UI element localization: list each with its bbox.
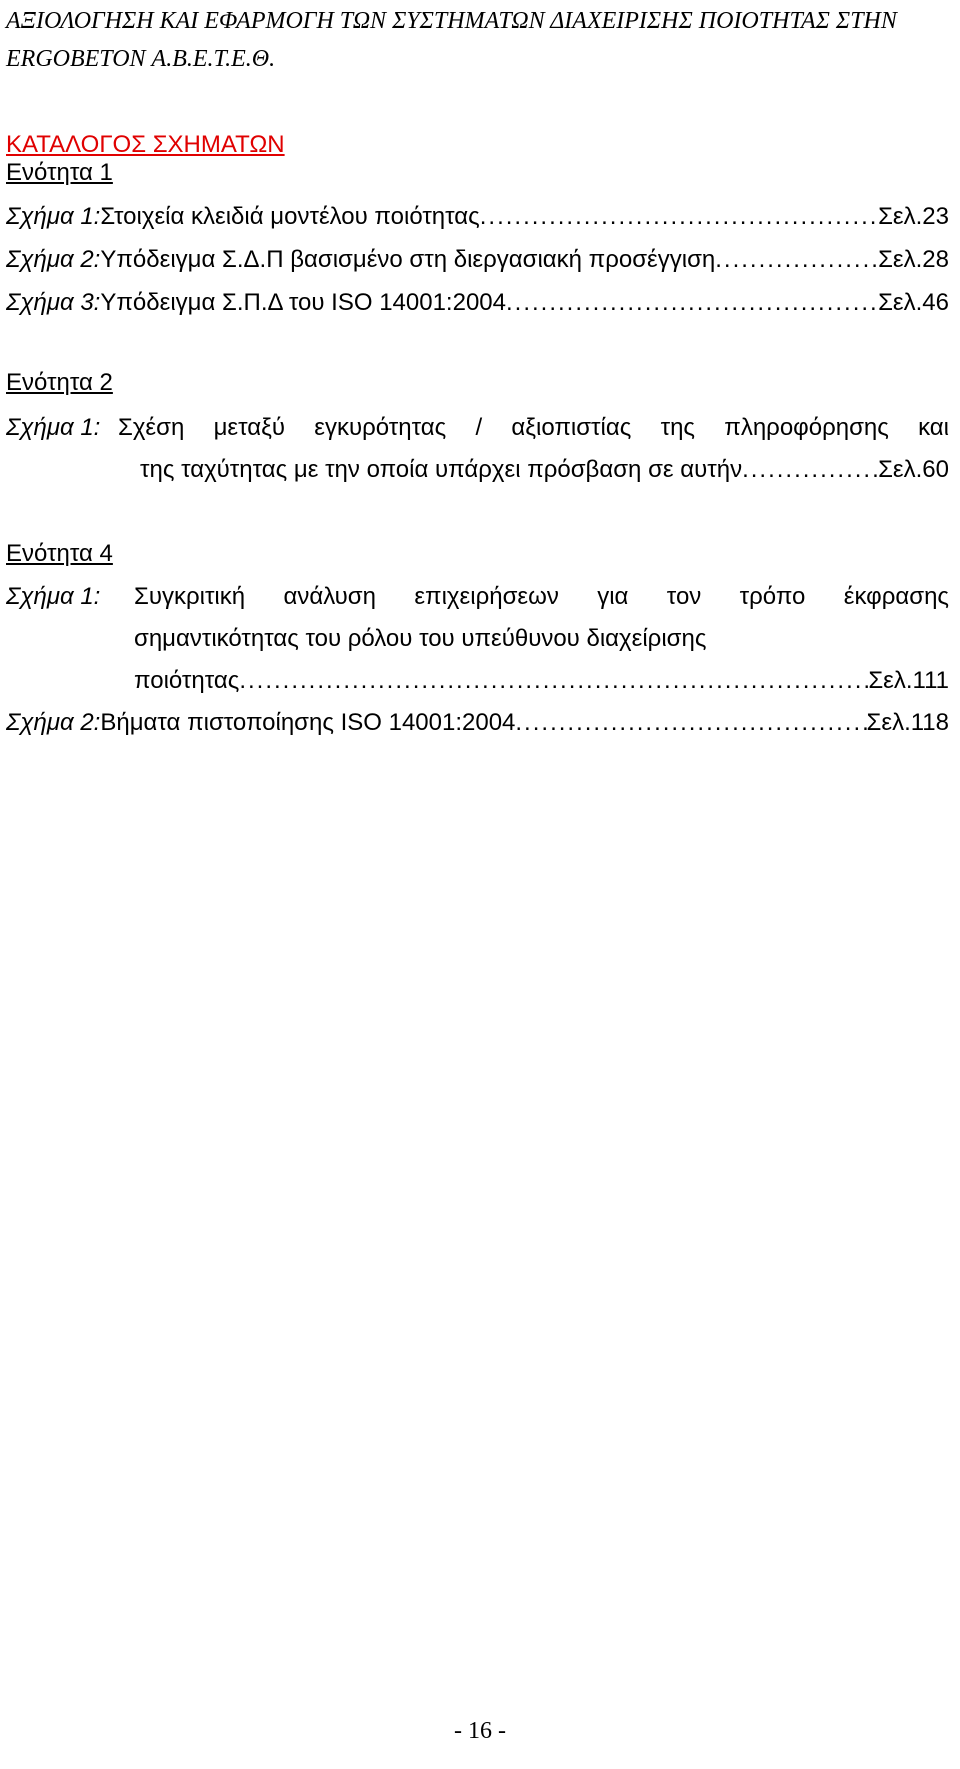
header-line-2: ERGOBETON Α.Β.Ε.Τ.Ε.Θ. <box>6 46 276 72</box>
figure-label: Σχήμα 3: <box>6 289 101 316</box>
section-title-2: Ενότητα 2 <box>6 369 113 396</box>
figure-entry <box>6 202 949 232</box>
figure-entry <box>6 245 949 275</box>
figure-caption: Υπόδειγμα Σ.Δ.Π βασισμένο στη διεργασιακή προσέγγιση <box>100 246 716 273</box>
dot-leader <box>742 455 878 485</box>
figure-page-ref: Σελ.60 <box>878 456 949 483</box>
dot-leader <box>239 666 868 696</box>
section-title-1: Ενότητα 1 <box>6 159 113 186</box>
figure-page-ref: Σελ.28 <box>878 246 949 273</box>
dot-leader <box>515 708 866 738</box>
figure-entry-line-1 <box>6 413 949 443</box>
figure-caption-line-2: σημαντικότητας του ρόλου του υπεύθυνου διαχείρισης <box>134 625 707 652</box>
section-title-4: Ενότητα 4 <box>6 540 113 567</box>
figure-caption: Υπόδειγμα Σ.Π.Δ του ISO 14001:2004 <box>100 289 506 316</box>
figure-caption: Βήματα πιστοποίησης ISO 14001:2004 <box>100 709 516 736</box>
dot-leader <box>506 288 878 318</box>
figure-entry-line-3 <box>134 666 949 696</box>
figure-caption-line-1: Συγκριτική ανάλυση επιχειρήσεων για τον τρόπο έκφρασης <box>134 583 949 610</box>
figure-entry <box>6 708 949 738</box>
running-header <box>6 2 956 78</box>
figure-entry-line-2 <box>140 455 949 485</box>
dot-leader <box>480 202 878 232</box>
figure-caption-line-1: Σχέση μεταξύ εγκυρότητας / αξιοπιστίας της πληροφόρησης και <box>118 414 949 441</box>
figure-page-ref: Σελ.111 <box>868 667 949 694</box>
figure-entry-line-1 <box>6 582 949 612</box>
figure-caption: Στοιχεία κλειδιά μοντέλου ποιότητας <box>100 203 480 230</box>
figure-label: Σχήμα 1: <box>6 203 101 230</box>
figure-page-ref: Σελ.46 <box>878 289 949 316</box>
figure-caption-line-2: της ταχύτητας με την οποία υπάρχει πρόσβαση σε αυτήν <box>140 456 743 483</box>
list-of-figures-title: ΚΑΤΑΛΟΓΟΣ ΣΧΗΜΑΤΩΝ <box>6 131 285 158</box>
figure-entry <box>6 288 949 318</box>
page-number: - 16 - <box>454 1718 506 1744</box>
figure-label: Σχήμα 2: <box>6 709 101 736</box>
figure-caption-line-3: ποιότητας <box>134 667 240 694</box>
figure-label: Σχήμα 1: <box>6 583 101 610</box>
figure-page-ref: Σελ.23 <box>878 203 949 230</box>
figure-label: Σχήμα 2: <box>6 246 101 273</box>
header-line-1: ΑΞΙΟΛΟΓΗΣΗ ΚΑΙ ΕΦΑΡΜΟΓΗ ΤΩΝ ΣΥΣΤΗΜΑΤΩΝ ΔΙΑΧΕΙΡΙΣΗΣ ΠΟΙΟΤΗΤΑΣ ΣΤΗΝ <box>6 8 897 34</box>
figure-label: Σχήμα 1: <box>6 414 101 441</box>
figure-page-ref: Σελ.118 <box>866 709 949 736</box>
dot-leader <box>715 245 878 275</box>
